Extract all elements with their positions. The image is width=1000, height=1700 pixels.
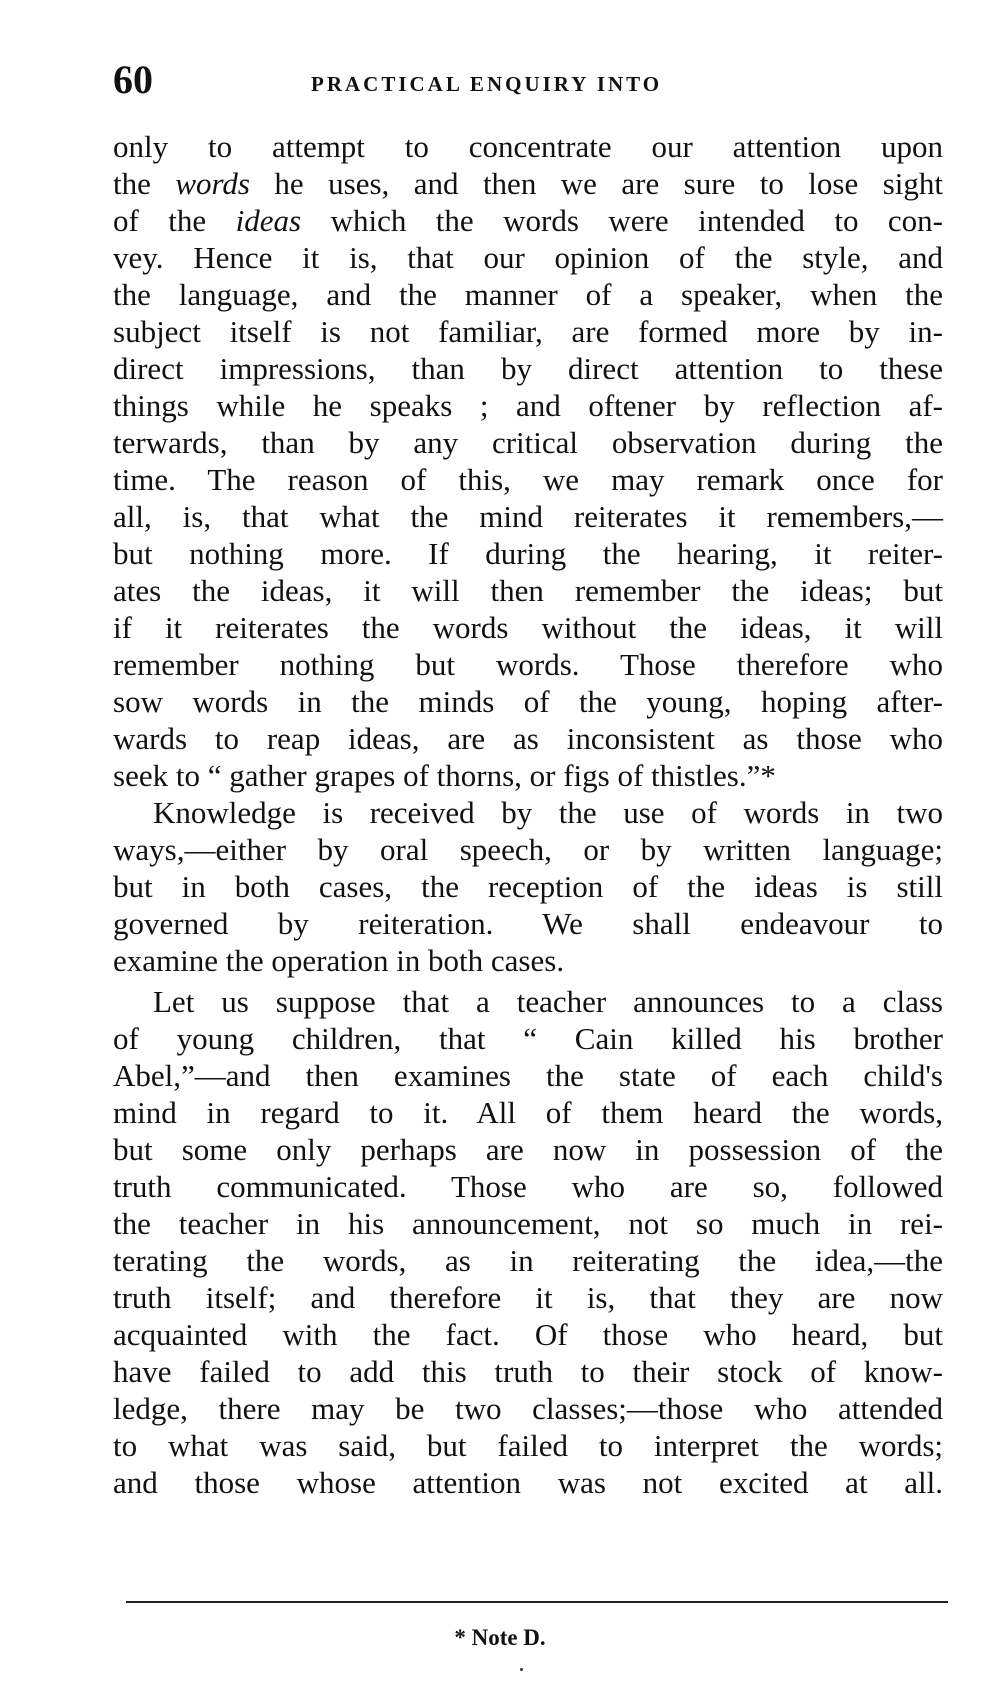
text-line: subject itself is not familiar, are formed more by in- — [113, 314, 943, 349]
text-line: the teacher in his announcement, not so much in rei- — [113, 1206, 943, 1241]
text-line: but some only perhaps are now in possession of the — [113, 1132, 943, 1167]
paragraph-2 — [113, 794, 943, 979]
text-line: examine the operation in both cases. — [113, 943, 565, 978]
text-line: things while he speaks ; and oftener by reflection af- — [113, 388, 943, 423]
running-head: PRACTICAL ENQUIRY INTO — [311, 72, 663, 96]
text-line: vey. Hence it is, that our opinion of the style, and — [113, 240, 943, 275]
footnote: * Note D. — [454, 1625, 546, 1650]
text-line: time. The reason of this, we may remark once for — [113, 462, 943, 497]
text-line: Knowledge is received by the use of words in two — [153, 795, 943, 830]
text-line: seek to “ gather grapes of thorns, or figs of thistles.”* — [113, 758, 776, 793]
text-line: of the ideas which the words were intended to con- — [113, 203, 943, 238]
text-line: sow words in the minds of the young, hoping after- — [113, 684, 943, 719]
text-line: and those whose attention was not excited at all. — [113, 1465, 943, 1500]
emphasis: words — [175, 166, 250, 201]
text-line: but nothing more. If during the hearing, it reiter- — [113, 536, 943, 571]
text-line: ates the ideas, it will then remember the ideas; but — [113, 573, 943, 608]
text-line: ways,—either by oral speech, or by written language; — [113, 832, 943, 867]
text-line: ledge, there may be two classes;—those who attended — [113, 1391, 943, 1426]
text-line: all, is, that what the mind reiterates it remembers,— — [113, 499, 943, 534]
print-speck — [520, 1668, 523, 1671]
text-line: of young children, that “ Cain killed his brother — [113, 1021, 943, 1056]
text-line: terating the words, as in reiterating the idea,—the — [113, 1243, 943, 1278]
text-line: have failed to add this truth to their stock of know- — [113, 1354, 943, 1389]
text-line: only to attempt to concentrate our attention upon — [113, 129, 943, 164]
text-line: terwards, than by any critical observation during the — [113, 425, 943, 460]
text-line: truth itself; and therefore it is, that they are now — [113, 1280, 943, 1315]
page-header — [113, 58, 943, 108]
text-line: remember nothing but words. Those therefore who — [113, 647, 943, 682]
body-text — [113, 128, 943, 1501]
text-line: truth communicated. Those who are so, followed — [113, 1169, 943, 1204]
text-line: if it reiterates the words without the ideas, it will — [113, 610, 943, 645]
page-number: 60 — [113, 57, 153, 102]
text-line: acquainted with the fact. Of those who heard, but — [113, 1317, 943, 1352]
text-line: but in both cases, the reception of the ideas is still — [113, 869, 943, 904]
text-line: governed by reiteration. We shall endeavour to — [113, 906, 943, 941]
text-line: to what was said, but failed to interpret the words; — [113, 1428, 943, 1463]
text-line: wards to reap ideas, are as inconsistent as those who — [113, 721, 943, 756]
paragraph-3 — [113, 983, 943, 1501]
footnote-divider — [126, 1601, 948, 1603]
text-line: Abel,”—and then examines the state of each child's — [113, 1058, 943, 1093]
text-line: direct impressions, than by direct attention to these — [113, 351, 943, 386]
text-line: mind in regard to it. All of them heard the words, — [113, 1095, 943, 1130]
paragraph-1 — [113, 128, 943, 794]
text-line: Let us suppose that a teacher announces to a class — [153, 984, 943, 1019]
text-line: the words he uses, and then we are sure to lose sight — [113, 166, 943, 201]
emphasis: ideas — [235, 203, 302, 238]
text-line: the language, and the manner of a speaker, when the — [113, 277, 943, 312]
